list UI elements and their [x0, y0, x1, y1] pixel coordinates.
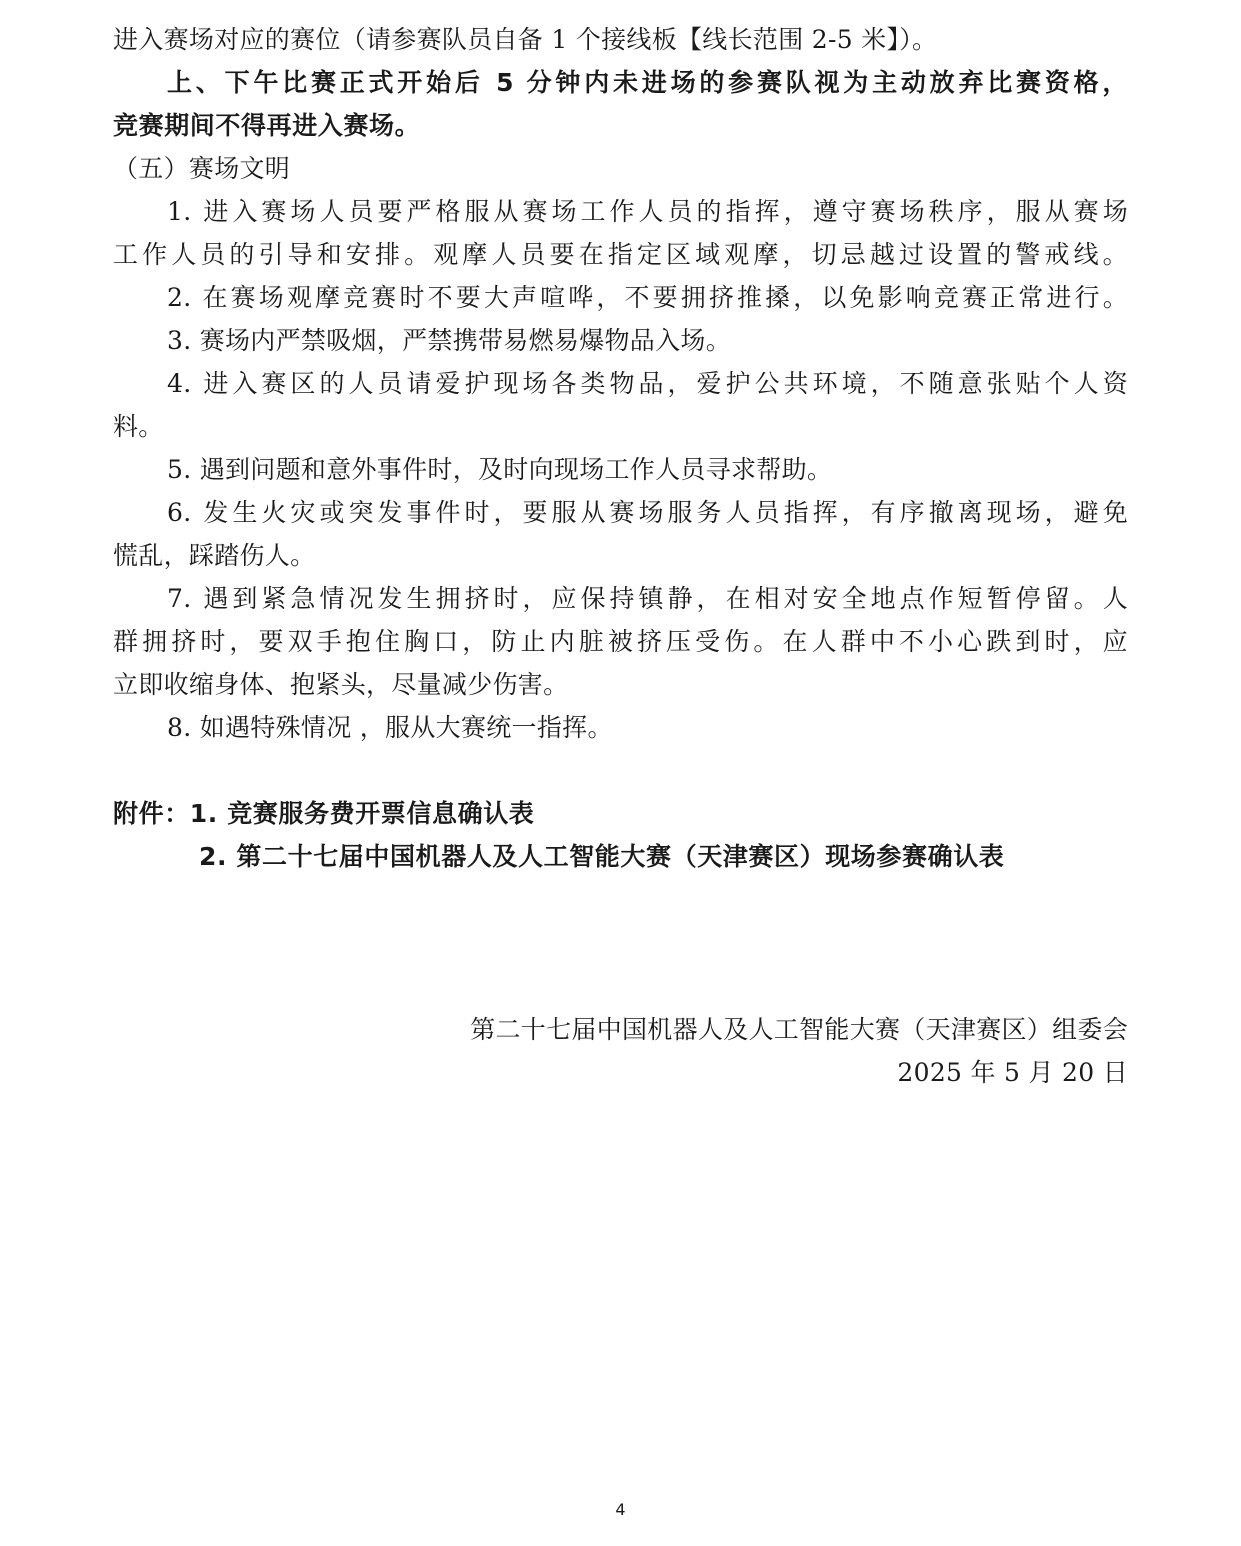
list-item: 5. 遇到问题和意外事件时，及时向现场工作人员寻求帮助。: [167, 455, 833, 484]
attachment-item: 2. 第二十七届中国机器人及人工智能大赛（天津赛区）现场参赛确认表: [199, 842, 1005, 871]
list-item: 6. 发生火灾或突发事件时，要服从赛场服务人员指挥，有序撤离现场，避免: [167, 498, 1128, 527]
attachment-item: 附件：1. 竞赛服务费开票信息确认表: [113, 799, 535, 828]
list-item-continuation: 工作人员的引导和安排。观摩人员要在指定区域观摩，切忌越过设置的警戒线。: [113, 240, 1128, 269]
section-heading: （五）赛场文明: [113, 154, 291, 183]
notice-line: 竞赛期间不得再进入赛场。: [113, 111, 421, 140]
page-number: 4: [615, 1500, 626, 1519]
list-item-continuation: 立即收缩身体、抱紧头，尽量减少伤害。: [113, 670, 569, 699]
issue-date: 2025 年 5 月 20 日: [897, 1058, 1128, 1087]
list-item: 7. 遇到紧急情况发生拥挤时，应保持镇静，在相对安全地点作短暂停留。人: [167, 584, 1128, 613]
body-line: 进入赛场对应的赛位（请参赛队员自备 1 个接线板【线长范围 2-5 米】）。: [113, 25, 938, 54]
organizer-signature: 第二十七届中国机器人及人工智能大赛（天津赛区）组委会: [470, 1015, 1128, 1044]
list-item: 1. 进入赛场人员要严格服从赛场工作人员的指挥，遵守赛场秩序，服从赛场: [167, 197, 1128, 226]
list-item: 4. 进入赛区的人员请爱护现场各类物品，爱护公共环境，不随意张贴个人资: [167, 369, 1128, 398]
document-page: [113, 18, 1128, 1094]
list-item: 2. 在赛场观摩竞赛时不要大声喧哗，不要拥挤推搡，以免影响竞赛正常进行。: [167, 283, 1128, 312]
notice-line: 上、下午比赛正式开始后 5 分钟内未进场的参赛队视为主动放弃比赛资格，: [167, 68, 1128, 97]
list-item: 8. 如遇特殊情况 ，服从大赛统一指挥。: [167, 713, 613, 742]
list-item-continuation: 料。: [113, 412, 164, 441]
list-item-continuation: 慌乱，踩踏伤人。: [113, 541, 316, 570]
list-item: 3. 赛场内严禁吸烟，严禁携带易燃易爆物品入场。: [167, 326, 732, 355]
list-item-continuation: 群拥挤时，要双手抱住胸口，防止内脏被挤压受伤。在人群中不小心跌到时，应: [113, 627, 1128, 656]
spacer: [113, 749, 1128, 792]
